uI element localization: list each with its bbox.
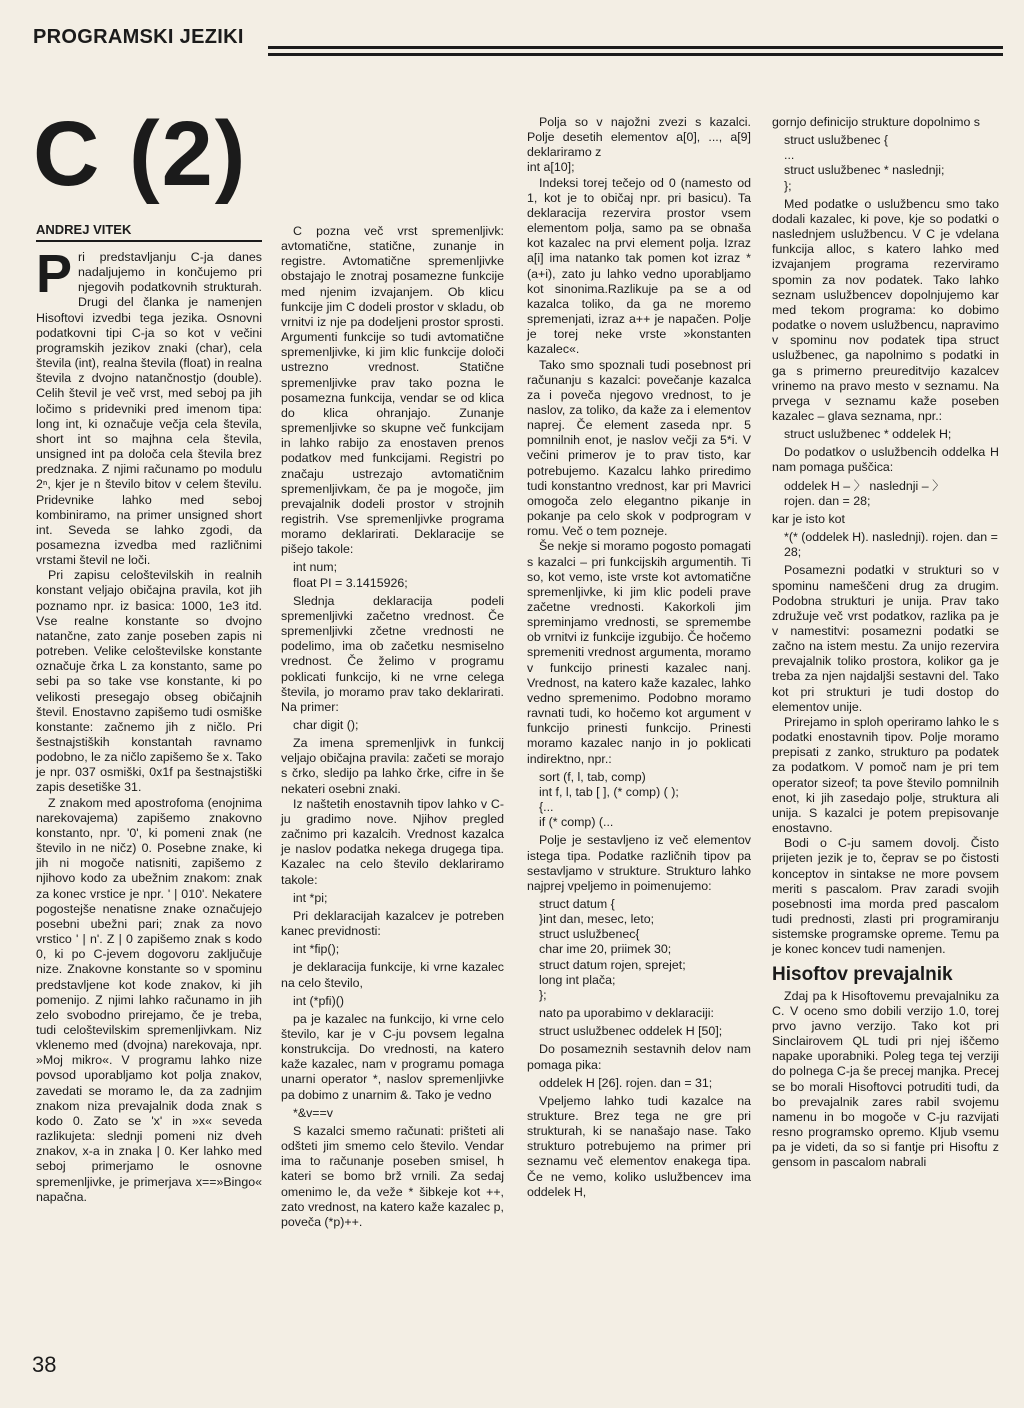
section-title: PROGRAMSKI JEZIKI [33,26,244,48]
paragraph: Indeksi torej tečejo od 0 (namesto od 1, kot je to običaj npr. pri basicu). Ta deklaracija rezervira prostor vsem elementom polja, samo pa se obnaša kot kazalec na prvi element polja. Izraz a[i] ima natanko tak pomen kot izraz *(a+i), zato ju lahko vedno uporabljamo kot sinonima.Razlikuje pa se a od kazalca toliko, da ga ne moremo spremenjati, izraz a++ je napačen. Polje je torej neke vrste »konstanten kazalec«. [527,175,751,357]
paragraph: gornjo definicijo strukture dopolnimo s [772,115,980,129]
article-title: C (2) [33,103,248,205]
code-snippet: sort (f, l, tab, comp) int f, l, tab [ ], (* comp) ( ); {... if (* comp) (... [539,769,679,830]
paragraph: Za imena spremenljivk in funkcij veljajo običajna pravila: začeti se morajo s črko, sledijo pa lahko črke, cifre in še nekateri osebni znaki. [281,736,504,796]
column-3 [527,115,751,1200]
paragraph: Polja so v najožni zvezi s kazalci. Polje desetih elementov a[0], ..., a[9] deklariramo z [527,115,751,160]
paragraph: je deklaracija funkcije, ki vrne kazalec na celo število, [281,960,504,990]
paragraph: Do podatkov o uslužbencih oddelka H nam pomaga puščica: [772,445,999,475]
code-snippet: *&v==v [293,1105,333,1120]
code-snippet: struct datum { }int dan, mesec, leto; struct uslužbenec{ char ime 20, priimek 30; struct datum rojen, sprejet; long int plača; }; [539,896,686,1002]
header-rule [268,46,1003,49]
code-snippet: struct uslužbenec oddelek H [50]; [539,1024,723,1039]
code-snippet: oddelek H – 〉 naslednji – 〉 rojen. dan = 28; [784,478,945,508]
paragraph: Polje je sestavljeno iz več elementov istega tipa. Podatke različnih tipov pa sestavljamo v strukture. Strukturo lahko najprej vpeljemo in poimenujemo: [527,833,751,893]
code-snippet: int *pi; [293,890,328,905]
paragraph: Prirejamo in sploh operiramo lahko le s podatki enostavnih tipov. Polje moramo prepisati z zanko, strukturo pa podatek za podatkom. V pomoč nam je pri tem operator sizeof; ta pove število pomnilnih enot, ki jih zasedajo polje, struktura ali unija. S kazalci je potem prepisovanje enostavno. [772,714,999,836]
paragraph: Tako smo spoznali tudi posebnost pri računanju s kazalci: povečanje kazalca za i poveča njegovo vrednost, to je naslov, za toliko, da kaže za i elementov naprej. Če element zaseda npr. 5 pomnilnih enot, je naslov večji za 5*i. V večini primerov je to prav tisto, kar potrebujemo. Kazalcu lahko priredimo tudi konstantno vrednost, kar pri Mavrici omogoča zelo elegantno pikanje in pokanje pa celo skok v podprogram v romu. Več o tem pozneje. [527,357,751,539]
code-snippet: *(* (oddelek H). naslednji). rojen. dan = 28; [784,530,998,560]
paragraph: nato pa uporabimo v deklaraciji: [539,1006,714,1021]
paragraph: Pri predstavljanju C-ja danes nadaljujemo in končujemo pri njegovih podatkovnih strukturah. Drugi del članka je namenjen Hisoftovi izvedbi tega jezika. Osnovni podatkovni tipi C-ja so kot v večini programskih jezikov znaki (char), cela števila (int), realna števila (float) in realna števila z dvojno natančnostjo (double). Celih števil je več vrst, med seboj pa jih ločimo s pridevniki pred imenom tipa: long int, ki označuje večja cela števila, short int so majhna cela števila, unsigned int pa določa cela števila brez predznaka. Z njimi računamo po modulu 2ⁿ, kjer je n število bitov v celem številu. Pridevnike lahko med seboj kombiniramo, na primer unsigned short int. Seveda se lahko zgodi, da posamezna izvedba med različnimi vrstami števil ne loči. [36,244,262,568]
paragraph: Vpeljemo lahko tudi kazalce na strukture. Brez tega ne gre pri strukturah, ki se nanašajo nase. Tako strukturo potrebujemo na primer pri seznamu več elementov enakega tipa. Če ne vemo, koliko uslužbencev ima oddelek H, [527,1093,751,1199]
section-header [33,22,1003,62]
paragraph: Slednja deklaracija podeli spremenljivki začetno vrednost. Če spremenljivki zčetne vrednosti ne podelimo, ima ob začetku nesmiselno vrednost. Če želimo v programu poklicati funkcijo, ki ne vrne celega števila, jo moramo prav tako deklarirati. Na primer: [281,593,504,714]
section-subheading: Hisoftov prevajalnik [772,964,953,986]
page-number: 38 [32,1352,57,1377]
code-snippet: int num; float PI = 3.1415926; [293,560,408,590]
paragraph: Zdaj pa k Hisoftovemu prevajalniku za C. V oceno smo dobili verzijo 1.0, torej prvo javno verzijo. Tako kot pri Sinclairovem QL tudi pri njej iščemo napake uporabniki. Poleg tega tej verziji do polnega C-ja še precej manjka. Precej se bo morali Hisoftovci potruditi tudi, da bo prevajalnik zares rabil svojemu namenu in bo mogoče v C-ju razvijati resno programsko opremo. Kljub vsemu pa je videti, da so si fantje pri Hisoftu z gensom in pascalom nabrali [772,988,999,1170]
article-author: ANDREJ VITEK [36,222,262,242]
paragraph: int a[10]; [527,160,575,175]
paragraph: pa je kazalec na funkcijo, ki vrne celo število, kar je v C-ju povsem legalna konstrukcija. Do vrednosti, na katero kaže kazalec, nam v programu pomaga unarni operator *, naslov spremenljivke pa dobimo z unarnim &. Tako je vedno [281,1011,504,1102]
header-rule [268,53,1003,56]
paragraph: Bodi o C-ju samem dovolj. Čisto prijeten jezik je to, čeprav se po čistosti konceptov in sintakse ne more povsem meriti s pascalom. Prav zaradi svojih posebnosti ima morda pred pascalom tudi prednosti, zlasti pri programiranju sistemske programske opreme. Temu pa je konec koncev tudi namenjen. [772,836,999,957]
paragraph: C pozna več vrst spremenljivk: avtomatične, statične, zunanje in registre. Avtomatične spremenljivke obstajajo le znotraj posamezne funkcije med njenim izvajanjem. Ob klicu funkcije jim C dodeli prostor v skladu, ob vrnitvi iz nje pa dodeljeni prostor sprosti. Argumenti funkcije so tudi avtomatične spremenljivke, ki jim klic funkcije določi ustrezno vrednost. Statične spremenljivke prav tako pozna le posamezna funkcija, vendar se od klica do klica ohranjajo. Zunanje spremenljivke so skupne več funkcijam in lahko rabijo za enostaven prenos podatkov med funkcijami. Registri po značaju ustrezajo avtomatičnim spremenljivkam, če pa je mogoče, jim prevajalnik dodeli prostor v strojnih registrih. Vse spremenljivke programa moramo deklarirati. Deklaracije se pišejo takole: [281,224,504,557]
column-1 [36,244,262,1205]
code-snippet: oddelek H [26]. rojen. dan = 31; [539,1075,713,1090]
drop-cap: P [36,244,73,304]
paragraph: Še nekje si moramo pogosto pomagati s kazalci – pri funkcijskih argumentih. Ti so, kot vemo, iste vrste kot avtomatične spremenljivke, ki jim klic podeli prave začetne vrednosti. Kakorkoli jim spreminjamo vrednosti, se spremembe ob vrnitvi iz funkcije izgubijo. Če hočemo spremeniti vrednost argumenta, moramo v funkcijo prinesti kazalec nanj. Vrednost, na katero kaže kazalec, lahko vedno spremenimo. Podobno moramo ravnati tudi, ko hočemo kot argument v funkcijo prinesti funkcijo. Prinesti moramo kazalec nanjo in jo poklicati indirektno, npr.: [527,539,751,766]
code-snippet: int *fip(); [293,942,340,957]
column-2 [281,224,504,1230]
code-snippet: struct uslužbenec * oddelek H; [784,427,952,442]
paragraph: Pri deklaracijah kazalcev je potreben kanec previdnosti: [281,908,504,939]
paragraph: Pri zapisu celoštevilskih in realnih konstant veljajo običajna pravila, kot jih poznamo npr. iz basica: 1000, 1e3 itd. Vse realne konstante so dvojno natančne, zato zanje poseben zapis ni potreben. Velike celoštevilske konstante označuje črka L za konstanto, same po sebi pa so take vse konstante, ki po velikosti presegajo obseg običajnih števil. Enostavno zapišemo tudi osmiške konstante: začnemo jih z ničlo. Pri šestnajstiških konstantah ravnamo podobno, le za ničlo zapišemo še x. Tako je npr. 037 osmiški, 0x1f pa šestnajstiški zapis desetiške 31. [36,568,262,795]
code-snippet: struct uslužbenec { ... struct uslužbenec * naslednji; }; [784,133,945,193]
paragraph: Do posameznih sestavnih delov nam pomaga pika: [527,1042,751,1072]
paragraph: Med podatke o uslužbencu smo tako dodali kazalec, ki pove, kje so podatki o naslednjem uslužbencu. V C je vdelana funkcija alloc, s katero lahko med izvajanjem programa rezerviramo spomin za nov podatek. Tako lahko seznam uslužbencev dopolnjujemo kar med tekom programa: ko dobimo podatke o novem uslužbencu, napravimo v spominu nov podatek tipa struct uslužbenec, ga napolnimo s podatki in ga s primerno preureditvijo kazalcev vrinemo na pravo mesto v seznamu. Na prvega v seznamu kaže poseben kazalec – glava seznama, npr.: [772,196,999,423]
paragraph: kar je isto kot [772,511,845,526]
paragraph: Z znakom med apostrofoma (enojnima narekovajema) zapišemo znakovno konstanto, npr. '0', ki pomeni znak (ne število in ne ničz) 0. Posebne znake, ki jih ni mogoče natisniti, zapišemo z njihovo kodo za ubežnim znakom: znak za konec vrstice je npr. ' | 010'. Nekatere pogostejše nenatisne znake označujejo posebni ubežni pari; znak za novo vrstico ' | n'. Z | 0 zapišemo znak s kodo 0, ki po C-jevem dogovoru zaključuje nize. Znakovne konstante so v spominu predstavljene kot kode znakov, ki jih pomenijo. Z njimi lahko računamo in jih zelo svobodno prirejamo, če je treba, tudi celoštevilskim spremenljivkam. Niz vklenemo med (dvojna) narekovaja, npr. »Moj mikro«. V programu lahko nize povsod uporabljamo kot polja znakov, zavedati se moramo le, da za zadnjim znakom niza prevajalnik doda znak s kodo 0. Zato se 'x' in »x« seveda razlikujeta: slednji pomeni niz dveh znakov, x-a in znaka | 0. Ker lahko med seboj primerjamo le osnovne spremenljivke, je primerjava x==»Bingo« napačna. [36,795,262,1204]
paragraph: S kazalci smemo računati: prišteti ali odšteti jim smemo celo število. Vendar ima to računanje poseben smisel, h kateri se bomo brž vrnili. Za sedaj omenimo le, da veže * šibkeje kot ++, zato vrednost, na katero kaže kazalec p, poveča (*p)++. [281,1123,504,1229]
code-snippet: char digit (); [293,718,359,732]
paragraph: Posamezni podatki v strukturi so v spominu nameščeni drug za drugim. Podobna strukturi je unija. Prav tako združuje več vrst podatkov, razlika pa je v namestitvi: posamezni podatki se začno na istem mestu. Za unijo rezervira prevajalnik toliko prostora, kolikor ga je treba za njen najdaljši sestavni del. Tako kot pri strukturi je tudi dostop do elementov unije. [772,563,999,714]
code-snippet: int (*pfi)() [293,993,344,1008]
paragraph: Iz naštetih enostavnih tipov lahko v C-ju gradimo nove. Njihov pregled začnimo pri kazalcih. Vrednost kazalca je naslov podatka nekega drugega tipa. Kazalec na celo število deklariramo takole: [281,796,504,887]
column-4 [772,115,999,1170]
